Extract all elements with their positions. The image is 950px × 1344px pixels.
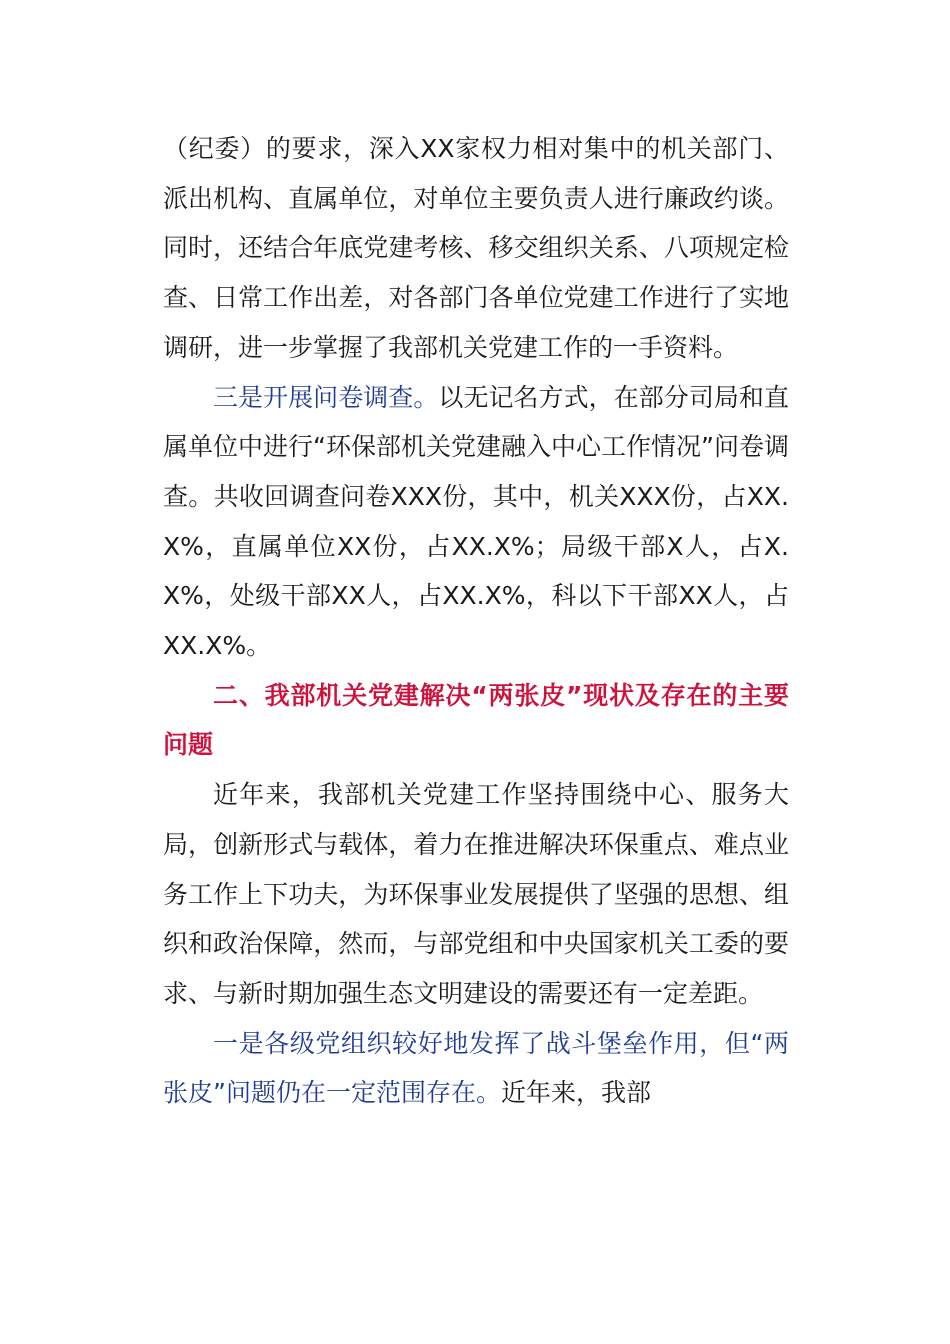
- section-heading: 二、我部机关党建解决“两张皮”现状及存在的主要问题: [163, 680, 789, 760]
- paragraph-body: 以无记名方式，在部分司局和直属单位中进行“环保部机关党建融入中心工作情况”问卷调查。共收回调查问卷XXX份，其中，机关XXX份，占XX.X%，直属单位XX份，占XX.X%；局级干部X人，占X.X%，处级干部XX人，占XX.X%，科以下干部XX人，占XX.X%。: [163, 382, 789, 661]
- paragraph-lead: 三是开展问卷调查。: [213, 382, 439, 412]
- paragraph-interview: [163, 124, 789, 373]
- paragraph-body: 近年来，我部机关党建工作坚持围绕中心、服务大局，创新形式与载体，着力在推进解决环保重点、难点业务工作上下功夫，为环保事业发展提供了坚强的思想、组织和政治保障，然而，与部党组和中央国家机关工委的要求、与新时期加强生态文明建设的需要还有一定差距。: [163, 780, 789, 1008]
- paragraph-point-one: [163, 1019, 789, 1118]
- document-page: [163, 124, 789, 1118]
- paragraph-body: （纪委）的要求，深入XX家权力相对集中的机关部门、派出机构、直属单位，对单位主要负责人进行廉政约谈。同时，还结合年底党建考核、移交组织关系、八项规定检查、日常工作出差，对各部门各单位党建工作进行了实地调研，进一步掌握了我部机关党建工作的一手资料。: [163, 134, 789, 362]
- paragraph-overview: [163, 770, 789, 1019]
- paragraph-questionnaire: [163, 373, 789, 671]
- paragraph-body: 近年来，我部: [500, 1078, 651, 1108]
- paragraph-lead: 一是各级党组织较好地发挥了战斗堡垒作用，但“两张皮”问题仍在一定范围存在。: [163, 1028, 789, 1108]
